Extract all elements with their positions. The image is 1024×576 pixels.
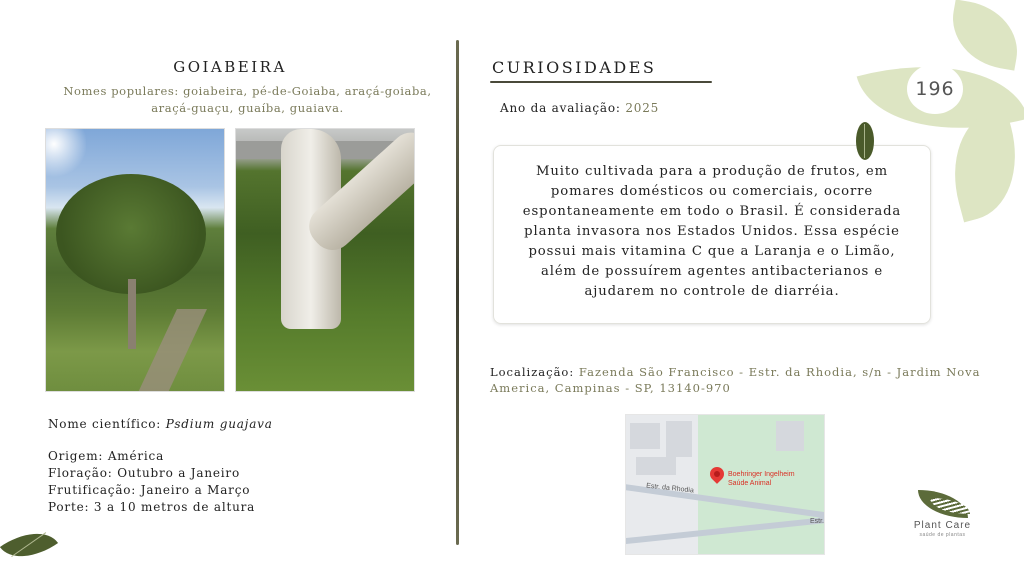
tree-photo [45,128,225,392]
size: Porte: 3 a 10 metros de altura [48,500,256,514]
year-value: 2025 [625,101,660,115]
map-place-label-line2: Saúde Animal [728,480,772,487]
curiosities-heading: CURIOSIDADES [492,58,657,77]
trunk-photo [235,128,415,392]
evaluation-year [500,101,659,115]
photo-gutter [135,309,207,392]
plant-care-logo-name: Plant Care [913,520,972,531]
map-building [776,421,804,451]
photo-cloud [46,129,86,179]
map-building [630,423,660,449]
map-road-label-2: Estr. [810,518,825,525]
scientific-value: Psdium guajava [165,417,273,431]
map-place-label [728,470,795,488]
page-number: 196 [915,78,955,100]
popular-names: Nomes populares: goiabeira, pé-de-Goiaba, araçá-goiaba, araçá-guaçu, guaíba, guaiava. [63,84,432,115]
scientific-label: Nome científico: [48,417,162,431]
origin: Origem: América [48,449,165,463]
location-value: Fazenda São Francisco - Estr. da Rhodia, s/n - Jardim Nova America, Campinas - SP, 13140-970 [490,365,981,395]
location-label: Localização: [490,365,575,379]
scientific-name [48,417,273,431]
map-building [666,421,692,457]
location-map[interactable] [625,414,825,555]
plant-care-logo-tagline: saúde de plantas [919,532,966,538]
curiosity-text: Muito cultivada para a produção de frutos, em pomares domésticos ou comerciais, ocorre espontaneamente em todo o Brasil. É considerada planta invasora nos Estados Unidos. Essa espécie possui mais vitamina C que a Laranja e o Limão, além de possuírem agentes antibacterianos e ajudarem no controle de diarréia. [522,164,902,299]
heading-underline [490,81,712,83]
photo-tree-trunk [128,279,136,349]
map-building [636,457,676,475]
year-label: Ano da avaliação: [500,101,621,115]
column-divider [456,40,459,545]
map-road-label: Estr. da Rhodia [645,482,695,495]
species-title: GOIABEIRA [173,58,287,76]
curiosity-box [493,145,931,324]
location [490,365,990,396]
fruiting: Frutificação: Janeiro a Março [48,483,251,497]
leaf-icon [945,0,1024,71]
small-leaf-icon [856,122,874,160]
corner-leaf-icon [0,518,58,571]
flowering: Floração: Outubro a Janeiro [48,466,240,480]
photo-tree-canopy [56,174,206,294]
map-place-label-line1: Boehringer Ingelheim [728,471,795,478]
